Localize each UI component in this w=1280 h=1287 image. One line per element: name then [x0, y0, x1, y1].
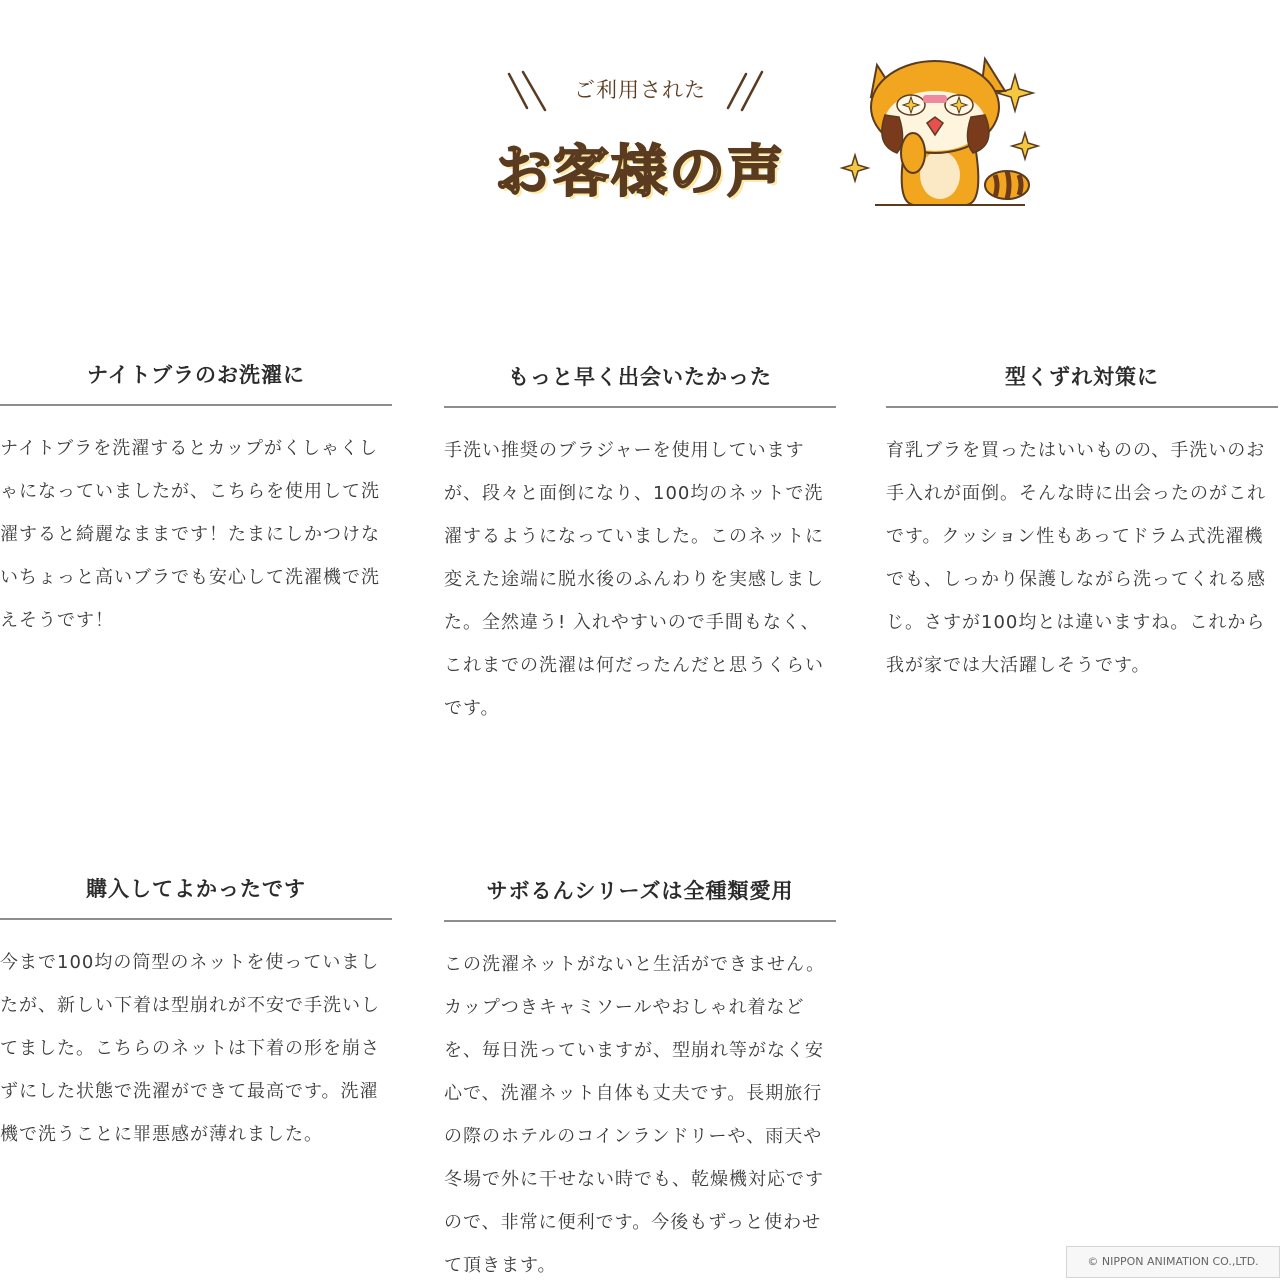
review-card	[886, 348, 1278, 687]
section-eyebrow: ご利用された	[574, 78, 706, 102]
review-title: サボるんシリーズは全種類愛用	[444, 862, 836, 922]
sparkle-icon	[842, 155, 868, 181]
sparkle-icon	[1012, 133, 1038, 159]
slash-decoration-right	[722, 70, 770, 112]
mascot-raccoon-illustration	[835, 45, 1045, 215]
slash-decoration-left	[505, 70, 553, 112]
page-title: お客様の声	[495, 140, 785, 205]
review-card	[0, 860, 392, 1156]
review-title: もっと早く出会いたかった	[444, 348, 836, 408]
review-title: ナイトブラのお洗濯に	[0, 346, 392, 406]
section-header	[0, 0, 1280, 230]
review-title: 型くずれ対策に	[886, 348, 1278, 408]
review-body: 今まで100均の筒型のネットを使っていまし たが、新しい下着は型崩れが不安で手洗いし てました。こちらのネットは下着の形を崩さ ずにした状態で洗濯ができて最高です。洗濯 機で洗うことに罪悪感が薄れました。	[0, 952, 380, 1145]
sparkle-icon	[997, 75, 1033, 111]
review-card	[0, 346, 392, 642]
review-body: ナイトブラを洗濯するとカップがくしゃくし ゃになっていましたが、こちらを使用して洗 濯すると綺麗なままです！たまにしかつけな いちょっと高いブラでも安心して洗濯機で洗 えそうです！	[0, 438, 380, 631]
review-body: 手洗い推奨のブラジャーを使用しています が、段々と面倒になり、100均のネットで洗 濯するようになっていました。このネットに 変えた途端に脱水後のふんわりを実感しまし た。全然違う! 入れやすいので手間もなく、 これまでの洗濯は何だったんだと思うくらい です。	[444, 440, 824, 719]
review-body: 育乳ブラを買ったはいいものの、手洗いのお 手入れが面倒。そんな時に出会ったのがこれ です。クッション性もあってドラム式洗濯機 でも、しっかり保護しながら洗ってくれる感 じ。さすが100均とは違いますね。これから 我が家では大活躍しそうです。	[886, 440, 1266, 676]
copyright-notice: © NIPPON ANIMATION CO.,LTD.	[1066, 1246, 1280, 1278]
review-card	[444, 862, 836, 1287]
review-body: この洗濯ネットがないと生活ができません。 カップつきキャミソールやおしゃれ着など を、毎日洗っていますが、型崩れ等がなく安 心で、洗濯ネット自体も丈夫です。長期旅行 の際のホテルのコインランドリーや、雨天や 冬場で外に干せない時でも、乾燥機対応です ので、非常に便利です。今後もずっと使わせ て頂きます。	[444, 954, 826, 1276]
review-card	[444, 348, 836, 730]
review-title: 購入してよかったです	[0, 860, 392, 920]
